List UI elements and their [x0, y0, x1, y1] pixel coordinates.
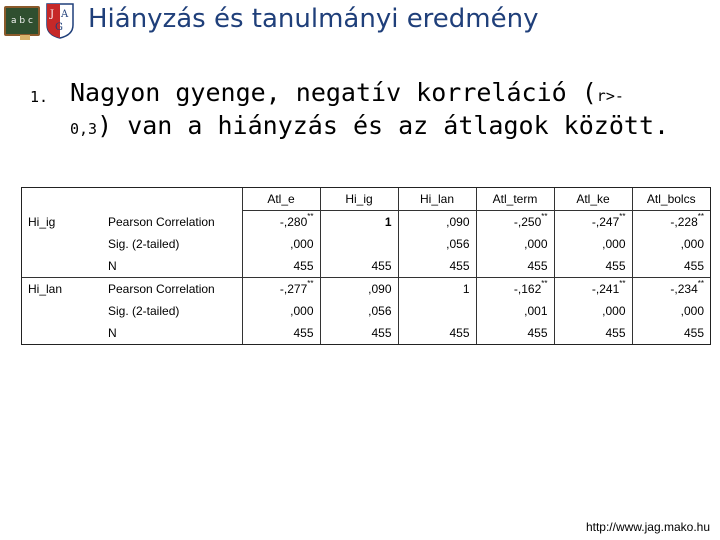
table-cell [320, 233, 398, 255]
table-cell [554, 233, 632, 255]
cell-value: -,247 [591, 215, 620, 229]
cell-value: ,000 [602, 304, 626, 318]
list-number: 1. [30, 88, 49, 106]
variable-label: Hi_ig [28, 214, 56, 229]
table-cell [398, 255, 476, 278]
school-board-logo [4, 6, 40, 36]
cell-value: -,280 [279, 215, 308, 229]
point-text-small: 0,3 [70, 120, 98, 138]
table-cell [554, 278, 632, 301]
cell-value: -,241 [591, 282, 620, 296]
table-cell [476, 255, 554, 278]
cell-value: 455 [683, 326, 704, 340]
statistic-label: N [108, 326, 117, 340]
table-cell [476, 322, 554, 344]
cell-value: ,000 [290, 304, 314, 318]
cell-value: 455 [605, 326, 626, 340]
cell-value: ,000 [680, 304, 704, 318]
variable-label [22, 233, 102, 255]
table-cell [476, 300, 554, 322]
cell-value: ,000 [524, 237, 548, 251]
point-text-main: Nagyon gyenge, negatív korreláció ( [70, 78, 597, 107]
cell-value: ,056 [446, 237, 470, 251]
cell-value: 455 [449, 326, 470, 340]
correlation-table [21, 187, 711, 345]
statistic-label: Sig. (2-tailed) [108, 237, 180, 251]
cell-value: 455 [293, 259, 314, 273]
significance-marker: ** [619, 279, 626, 288]
table-cell [242, 211, 320, 234]
table-row [22, 322, 710, 344]
point-text-small: r>- [596, 87, 624, 105]
table-cell [632, 255, 710, 278]
variable-label [22, 300, 102, 322]
cell-value: -,234 [670, 282, 698, 296]
board-text: a b c [11, 16, 33, 26]
table-cell [554, 300, 632, 322]
cell-value: 455 [293, 326, 314, 340]
table-cell [554, 322, 632, 344]
table-row [22, 233, 710, 255]
cell-value: ,000 [680, 237, 704, 251]
table-cell [476, 233, 554, 255]
table-cell [398, 322, 476, 344]
table-cell [320, 322, 398, 344]
cell-value: -,228 [670, 215, 698, 229]
svg-text:J: J [50, 9, 55, 20]
cell-value: 1 [384, 215, 392, 229]
cell-value: ,090 [368, 282, 392, 296]
point-text-line-1 [70, 78, 624, 107]
table-cell [242, 255, 320, 278]
column-header: Atl_bolcs [632, 188, 710, 211]
cell-value: 455 [371, 326, 392, 340]
table-row [22, 255, 710, 278]
table-cell [398, 300, 476, 322]
table-cell [632, 233, 710, 255]
table-cell [632, 300, 710, 322]
table-cell [476, 278, 554, 301]
table-cell [242, 278, 320, 301]
variable-label [22, 322, 102, 344]
significance-marker: ** [697, 212, 704, 221]
significance-marker: ** [541, 212, 548, 221]
column-header: Atl_ke [554, 188, 632, 211]
table-cell [320, 255, 398, 278]
table-cell [632, 278, 710, 301]
cell-value: -,250 [513, 215, 542, 229]
cell-value: 455 [449, 259, 470, 273]
table-cell [242, 322, 320, 344]
table-cell [554, 255, 632, 278]
table-cell [554, 211, 632, 234]
statistic-label: Pearson Correlation [108, 214, 215, 229]
footer-url: http://www.jag.mako.hu [585, 520, 710, 534]
point-text-line-2 [70, 111, 669, 140]
cell-value: ,001 [524, 304, 548, 318]
table-cell [632, 322, 710, 344]
variable-label: Hi_lan [22, 278, 102, 301]
chalk-icon [20, 35, 30, 40]
table-cell [242, 300, 320, 322]
cell-value: 455 [527, 326, 548, 340]
point-text-main: ) van a hiányzás és az átlagok között. [97, 111, 670, 140]
cell-value: -,162 [513, 282, 542, 296]
significance-marker: ** [697, 279, 704, 288]
table-cell [632, 211, 710, 234]
cell-value: ,056 [368, 304, 392, 318]
cell-value: -,277 [279, 282, 308, 296]
table-cell [320, 211, 398, 234]
statistic-label: Pearson Correlation [102, 278, 242, 301]
cell-value: ,000 [602, 237, 626, 251]
table-cell [320, 278, 398, 301]
table-row [22, 278, 710, 301]
column-header: Hi_lan [398, 188, 476, 211]
table-header-row [22, 188, 710, 211]
cell-value: ,000 [290, 237, 314, 251]
cell-value: 1 [462, 282, 470, 296]
cell-value: 455 [527, 259, 548, 273]
table-row [22, 300, 710, 322]
svg-text:A: A [61, 9, 69, 20]
significance-marker: ** [619, 212, 626, 221]
table-cell [398, 233, 476, 255]
cell-value: 455 [683, 259, 704, 273]
jag-shield-logo [46, 3, 74, 39]
table-cell [242, 233, 320, 255]
cell-value: 455 [371, 259, 392, 273]
table-cell [398, 278, 476, 301]
page-title: Hiányzás és tanulmányi eredmény [88, 4, 539, 34]
column-header: Atl_e [242, 188, 320, 211]
table-cell [398, 211, 476, 234]
significance-marker: ** [307, 212, 314, 221]
table-cell [476, 211, 554, 234]
table-row [22, 211, 710, 234]
table-cell [320, 300, 398, 322]
svg-text:G: G [55, 22, 63, 33]
cell-value: ,090 [446, 215, 470, 229]
statistic-label: Sig. (2-tailed) [108, 304, 180, 318]
column-header: Hi_ig [320, 188, 398, 211]
cell-value: 455 [605, 259, 626, 273]
significance-marker: ** [307, 279, 314, 288]
significance-marker: ** [541, 279, 548, 288]
column-header: Atl_term [476, 188, 554, 211]
variable-label [22, 255, 102, 278]
statistic-label: N [108, 259, 117, 273]
